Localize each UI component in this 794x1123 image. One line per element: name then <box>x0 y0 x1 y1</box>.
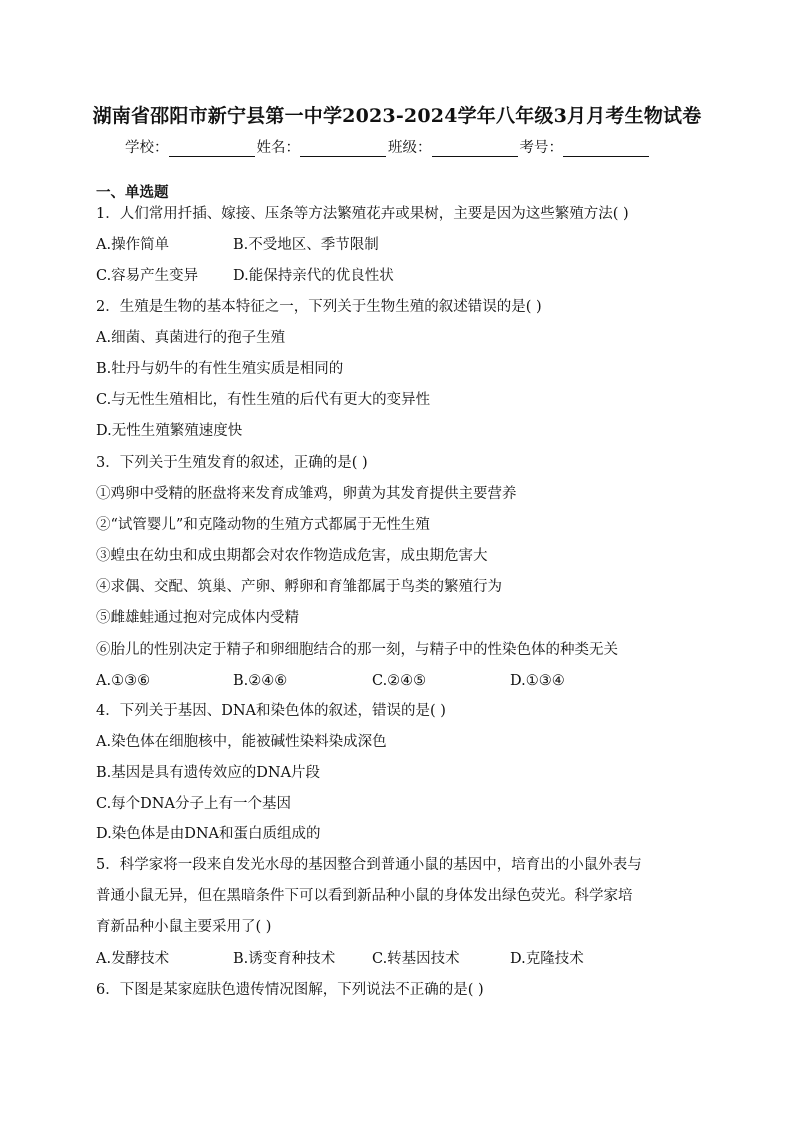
question-3-option-d: D.①③④ <box>510 673 565 689</box>
question-6-stem: 6．下图是某家庭肤色遗传情况图解，下列说法不正确的是( ) <box>96 982 484 998</box>
question-3-statement-2: ②“试管婴儿”和克隆动物的生殖方式都属于无性生殖 <box>96 517 430 533</box>
question-3-statement-1: ①鸡卵中受精的胚盘将来发育成雏鸡，卵黄为其发育提供主要营养 <box>96 486 517 502</box>
student-info-row <box>125 136 651 157</box>
class-label: 班级： <box>388 140 432 156</box>
question-5-stem-line-1: 5．科学家将一段来自发光水母的基因整合到普通小鼠的基因中，培育出的小鼠外表与 <box>96 857 642 873</box>
question-4-option-a: A.染色体在细胞核中，能被碱性染料染成深色 <box>96 734 387 750</box>
question-1-stem: 1．人们常用扦插、嫁接、压条等方法繁殖花卉或果树，主要是因为这些繁殖方法( ) <box>96 206 629 222</box>
school-label: 学校： <box>125 140 169 156</box>
section-heading: 一、单选题 <box>96 184 169 201</box>
name-field <box>257 136 389 157</box>
number-blank[interactable] <box>563 142 649 157</box>
class-blank[interactable] <box>432 142 518 157</box>
question-3-statement-5: ⑤雌雄蛙通过抱对完成体内受精 <box>96 610 299 626</box>
question-1-option-d: D.能保持亲代的优良性状 <box>233 268 394 284</box>
question-4-option-b: B.基因是具有遗传效应的DNA片段 <box>96 765 321 781</box>
question-2-option-b: B.牡丹与奶牛的有性生殖实质是相同的 <box>96 361 344 377</box>
school-blank[interactable] <box>169 142 255 157</box>
question-5-stem-line-3: 育新品种小鼠主要采用了( ) <box>96 919 272 935</box>
exam-title: 湖南省邵阳市新宁县第一中学2023-2024学年八年级3月月考生物试卷 <box>92 105 702 127</box>
question-4-option-d: D.染色体是由DNA和蛋白质组成的 <box>96 826 321 842</box>
class-field <box>388 136 520 157</box>
school-field <box>125 136 257 157</box>
question-2-stem: 2．生殖是生物的基本特征之一，下列关于生物生殖的叙述错误的是( ) <box>96 299 542 315</box>
name-label: 姓名： <box>256 140 300 156</box>
question-2-option-a: A.细菌、真菌进行的孢子生殖 <box>96 330 286 346</box>
question-3-option-a: A.①③⑥ <box>96 673 151 689</box>
question-1-option-a: A.操作简单 <box>96 237 170 253</box>
question-3-statement-6: ⑥胎儿的性别决定于精子和卵细胞结合的那一刻，与精子中的性染色体的种类无关 <box>96 642 618 658</box>
question-3-statement-4: ④求偶、交配、筑巢、产卵、孵卵和育雏都属于鸟类的繁殖行为 <box>96 579 502 595</box>
question-5-option-b: B.诱变育种技术 <box>233 951 336 967</box>
question-1-option-c: C.容易产生变异 <box>96 268 199 284</box>
question-2-option-d: D.无性生殖繁殖速度快 <box>96 423 243 439</box>
number-field <box>520 136 652 157</box>
question-3-statement-3: ③蝗虫在幼虫和成虫期都会对农作物造成危害，成虫期危害大 <box>96 548 488 564</box>
question-5-option-a: A.发酵技术 <box>96 951 170 967</box>
question-4-stem: 4．下列关于基因、DNA和染色体的叙述，错误的是( ) <box>96 703 446 719</box>
question-5-option-d: D.克隆技术 <box>510 951 584 967</box>
question-1-option-b: B.不受地区、季节限制 <box>233 237 379 253</box>
question-3-option-c: C.②④⑤ <box>372 673 427 689</box>
question-4-option-c: C.每个DNA分子上有一个基因 <box>96 796 291 812</box>
name-blank[interactable] <box>300 142 386 157</box>
question-3-option-b: B.②④⑥ <box>233 673 288 689</box>
number-label: 考号： <box>519 140 563 156</box>
question-5-stem-line-2: 普通小鼠无异，但在黑暗条件下可以看到新品种小鼠的身体发出绿色荧光。科学家培 <box>96 888 633 904</box>
question-3-stem: 3．下列关于生殖发育的叙述，正确的是( ) <box>96 455 368 471</box>
question-5-option-c: C.转基因技术 <box>372 951 460 967</box>
question-2-option-c: C.与无性生殖相比，有性生殖的后代有更大的变异性 <box>96 392 431 408</box>
